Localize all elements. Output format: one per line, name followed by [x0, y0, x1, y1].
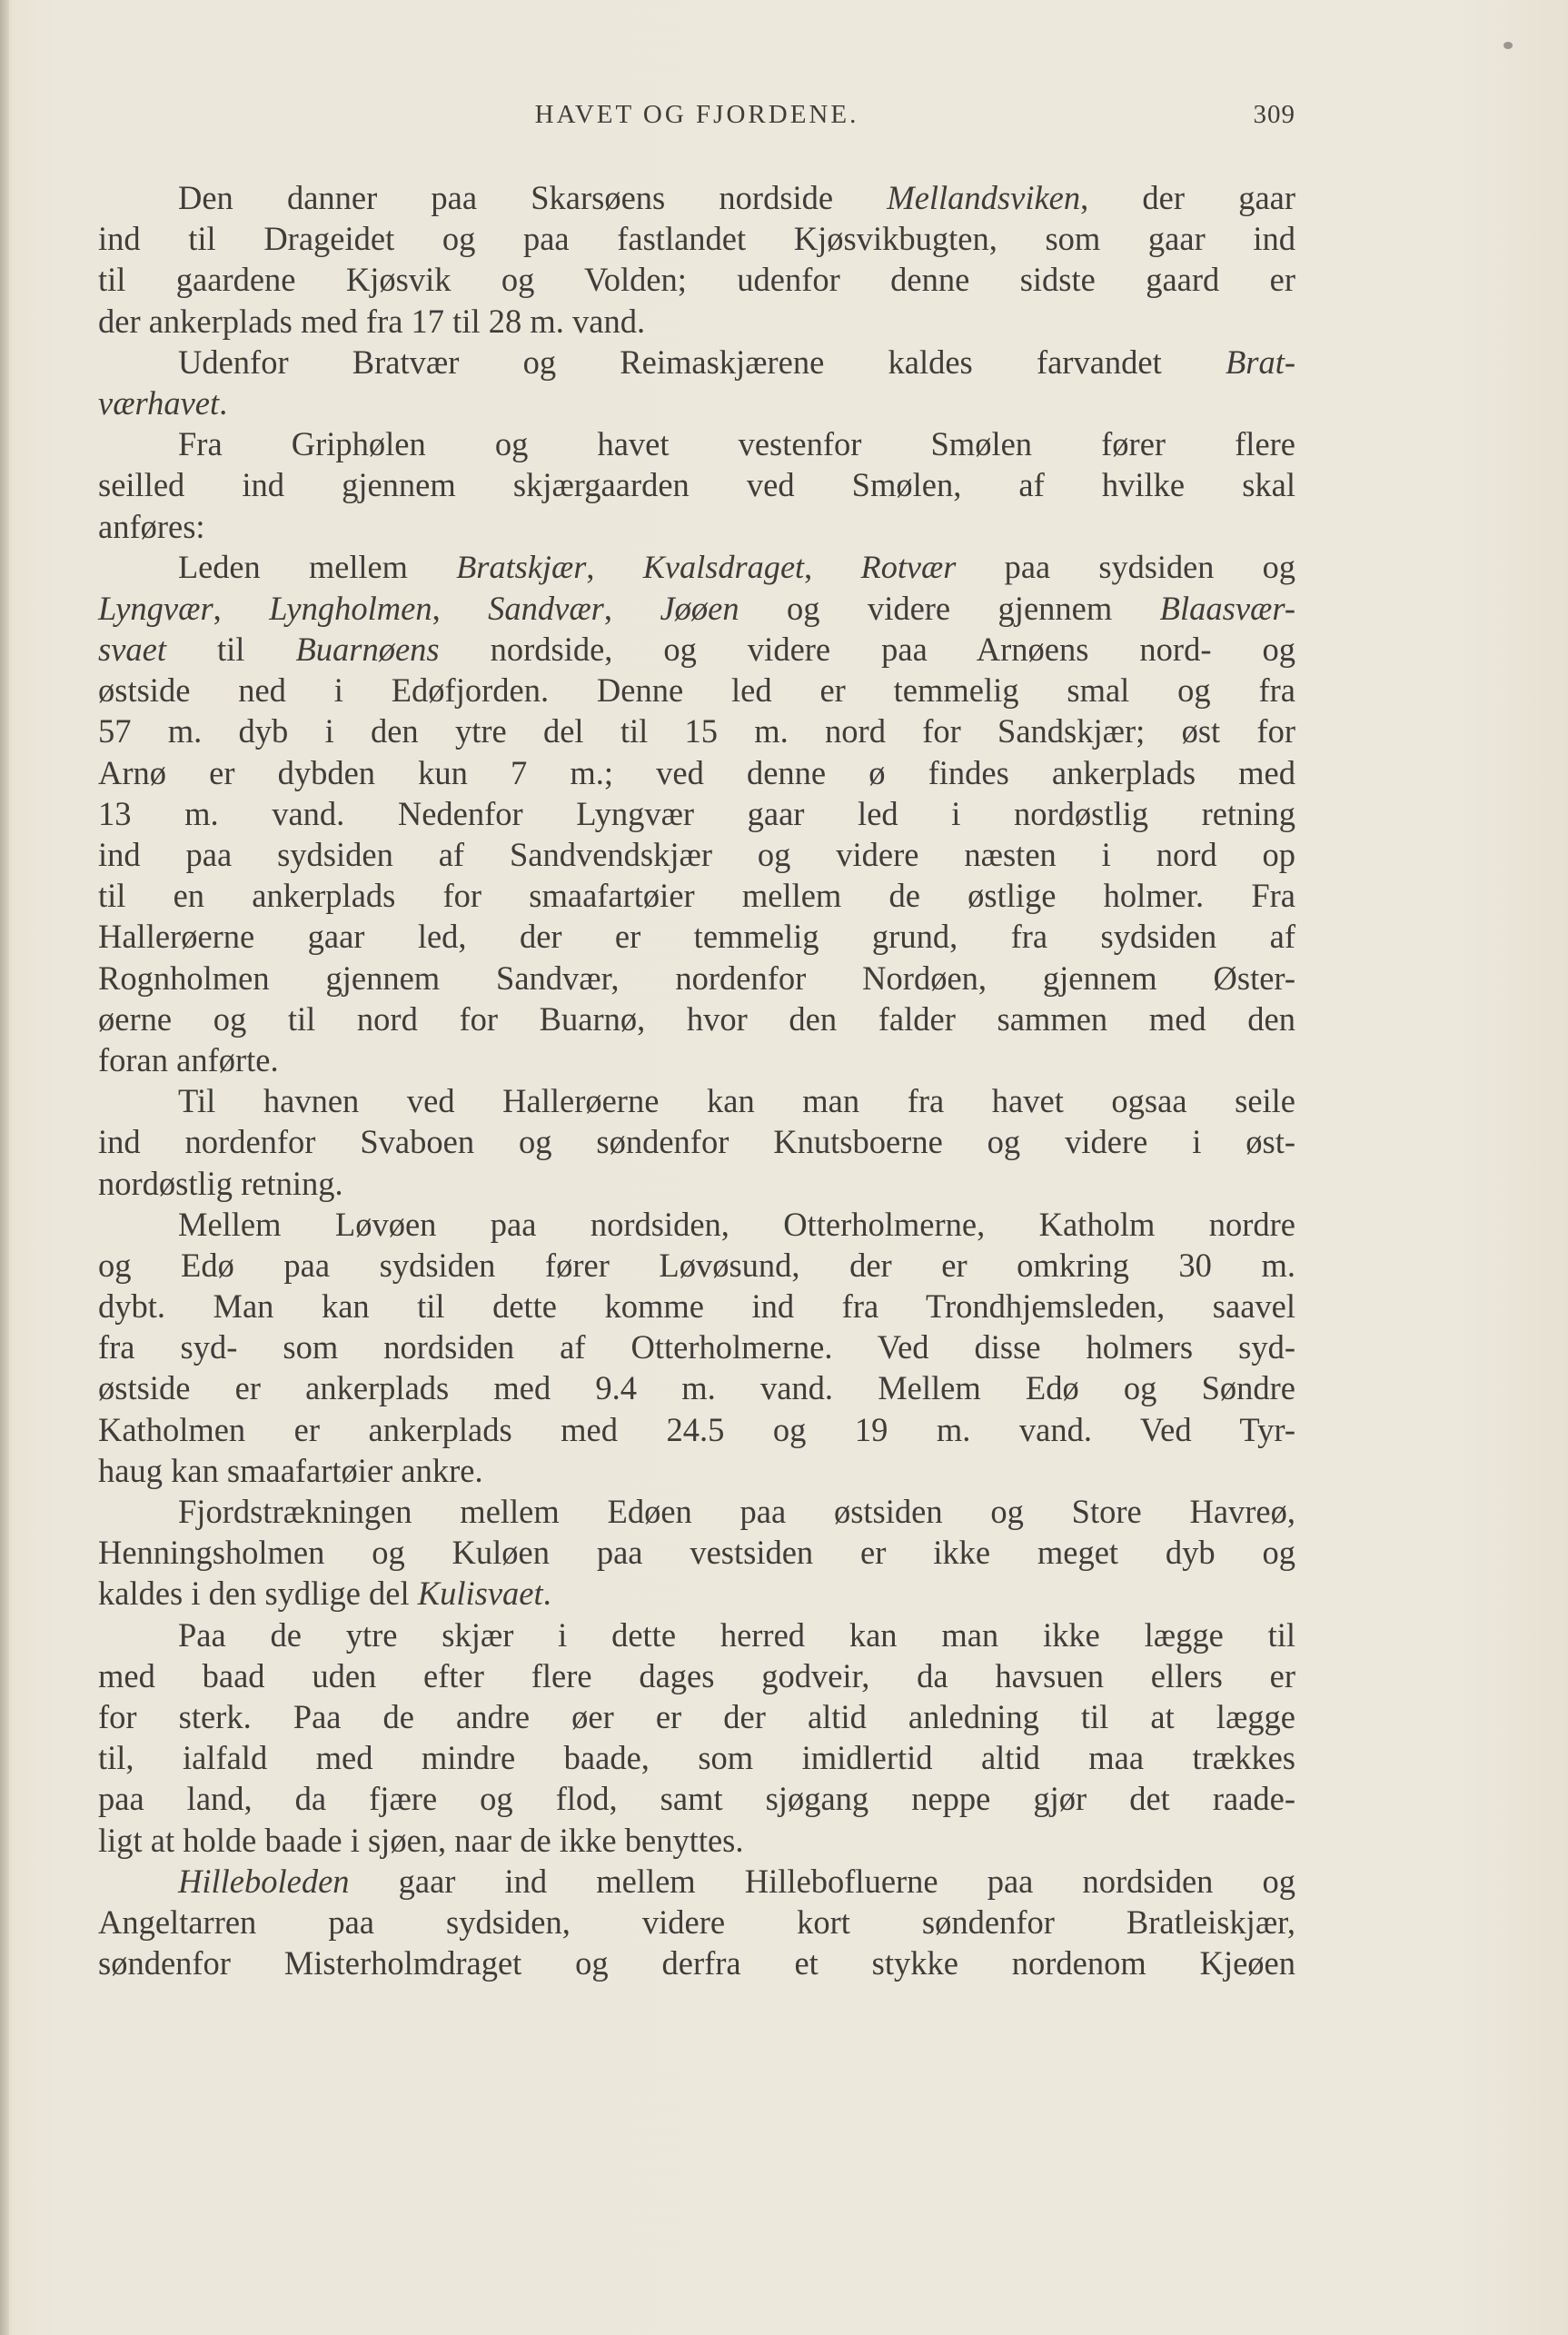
text-segment: Rognholmen gjennem Sandvær, nordenfor Nordøen, gjennem Øster- [98, 959, 1295, 997]
text-segment: østside er ankerplads med 9.4 m. vand. Mellem Edø og Søndre [98, 1369, 1295, 1407]
text-line [98, 547, 1295, 588]
text-segment: fra syd- som nordsiden af Otterholmerne. Ved disse holmers syd- [98, 1328, 1295, 1366]
text-line [98, 301, 1295, 342]
text-line [98, 875, 1295, 916]
text-segment: nordside, og videre paa Arnøens nord- og [439, 631, 1295, 669]
italic-place-name: Bratskjær [456, 548, 587, 585]
text-line [98, 342, 1295, 383]
text-segment: 13 m. vand. Nedenfor Lyngvær gaar led i nordøstlig retning [98, 794, 1295, 832]
text-line [98, 1367, 1295, 1408]
text-line [98, 1696, 1295, 1737]
text-line [98, 958, 1295, 999]
italic-place-name: Brat- [1225, 343, 1295, 381]
text-segment: kaldes i den sydlige del [98, 1575, 418, 1613]
text-segment: og videre gjennem [739, 589, 1160, 627]
italic-place-name: Hilleboleden [178, 1862, 350, 1900]
text-segment: , [432, 589, 489, 627]
text-segment: Mellem Løvøen paa nordsiden, Otterholmerne, Katholm nordre [178, 1205, 1295, 1243]
text-segment: . [219, 383, 228, 422]
page-spine-edge [0, 0, 9, 2335]
text-line [98, 752, 1295, 793]
italic-place-name: værhavet [98, 383, 220, 422]
text-segment: , [213, 589, 270, 627]
text-segment: der ankerplads med fra 17 til 28 m. vand. [98, 302, 646, 340]
text-segment: dybt. Man kan til dette komme ind fra Trondhjemsleden, saavel [98, 1287, 1295, 1326]
page-header [98, 100, 1295, 136]
text-segment: ligt at holde baade i sjøen, naar de ikke benyttes. [98, 1821, 744, 1859]
text-segment: og Edø paa sydsiden fører Løvøsund, der er omkring 30 m. [98, 1246, 1295, 1284]
text-segment: Fra Griphølen og havet vestenfor Smølen fører flere [178, 425, 1295, 463]
text-line [98, 1245, 1295, 1286]
text-segment: Hallerøerne gaar led, der er temmelig grund, fra sydsiden af [98, 918, 1295, 956]
text-line [98, 916, 1295, 957]
text-segment: søndenfor Misterholmdraget og derfra et stykke nordenom Kjeøen [98, 1944, 1295, 1982]
text-segment: , [586, 548, 643, 585]
text-line [98, 259, 1295, 300]
text-line [98, 1778, 1295, 1819]
text-line [98, 464, 1295, 505]
ink-speck [1503, 42, 1513, 49]
text-line [98, 218, 1295, 259]
text-segment: øerne og til nord for Buarnø, hvor den falder sammen med den [98, 999, 1295, 1038]
text-segment: , [603, 589, 660, 627]
text-segment: Leden mellem [178, 548, 457, 585]
text-line [98, 710, 1295, 751]
text-segment: Til havnen ved Hallerøerne kan man fra havet ogsaa seile [178, 1082, 1295, 1120]
text-segment: ind til Drageidet og paa fastlandet Kjøsvikbugten, som gaar ind [98, 220, 1295, 258]
text-segment: Arnø er dybden kun 7 m.; ved denne ø findes ankerplads med [98, 753, 1295, 791]
text-line [98, 1286, 1295, 1326]
text-segment: nordøstlig retning. [98, 1164, 343, 1202]
text-segment: paa land, da fjære og flod, samt sjøgang neppe gjør det raade- [98, 1780, 1295, 1818]
text-line [98, 1450, 1295, 1491]
text-line [98, 1080, 1295, 1121]
text-line [98, 1943, 1295, 1983]
italic-place-name: Buarnøens [295, 631, 440, 669]
italic-place-name: svaet [98, 631, 166, 669]
text-line [98, 1573, 1295, 1614]
text-segment: foran anførte. [98, 1040, 279, 1078]
text-segment: 57 m. dyb i den ytre del til 15 m. nord for Sandskjær; øst for [98, 712, 1295, 750]
italic-place-name: Rotvær [860, 548, 957, 585]
text-line [98, 1204, 1295, 1245]
text-line [98, 793, 1295, 834]
italic-place-name: Kvalsdraget [642, 548, 805, 585]
italic-place-name: Lyngholmen [269, 589, 432, 627]
text-segment: til [166, 631, 296, 669]
text-line [98, 1121, 1295, 1162]
italic-place-name: Lyngvær [98, 589, 213, 627]
text-segment: Paa de ytre skjær i dette herred kan man ikke lægge til [178, 1615, 1295, 1654]
text-line [98, 1820, 1295, 1861]
text-segment: anføres: [98, 507, 205, 545]
text-line [98, 588, 1295, 629]
text-line [98, 1491, 1295, 1532]
italic-place-name: Sandvær [488, 589, 604, 627]
text-line [98, 1532, 1295, 1573]
text-segment: Fjordstrækningen mellem Edøen paa østsiden og Store Havreø, [178, 1493, 1295, 1530]
text-segment: haug kan smaafartøier ankre. [98, 1451, 483, 1489]
text-line [98, 1163, 1295, 1204]
text-segment: ind nordenfor Svaboen og søndenfor Knutsboerne og videre i øst- [98, 1123, 1295, 1161]
text-segment: . [542, 1575, 551, 1613]
text-segment: Udenfor Bratvær og Reimaskjærene kaldes farvandet [178, 343, 1226, 381]
text-line [98, 1039, 1295, 1080]
text-segment: , der gaar [1080, 179, 1295, 216]
text-segment: Den danner paa Skarsøens nordside [178, 179, 888, 216]
text-segment: paa sydsiden og [956, 548, 1295, 585]
text-line [98, 1737, 1295, 1778]
text-segment: østside ned i Edøfjorden. Denne led er temmelig smal og fra [98, 671, 1295, 710]
italic-place-name: Blaasvær- [1159, 589, 1295, 627]
text-segment: Angeltarren paa sydsiden, videre kort søndenfor Bratleiskjær, [98, 1903, 1295, 1941]
text-line [98, 1615, 1295, 1655]
text-segment: med baad uden efter flere dages godveir, da havsuen ellers er [98, 1656, 1295, 1694]
text-line [98, 506, 1295, 547]
text-line [98, 629, 1295, 670]
text-segment: for sterk. Paa de andre øer er der altid anledning til at lægge [98, 1697, 1295, 1735]
text-line [98, 834, 1295, 875]
text-line [98, 999, 1295, 1039]
text-segment: til gaardene Kjøsvik og Volden; udenfor denne sidste gaard er [98, 261, 1295, 299]
text-line [98, 1655, 1295, 1696]
body-text [98, 177, 1295, 1983]
text-line [98, 177, 1295, 218]
text-segment: Henningsholmen og Kuløen paa vestsiden er ikke meget dyb og [98, 1534, 1295, 1572]
text-line [98, 670, 1295, 710]
page-number: 309 [1253, 100, 1295, 129]
text-line [98, 1861, 1295, 1902]
text-segment: gaar ind mellem Hillebofluerne paa nordsiden og [349, 1862, 1295, 1900]
text-segment: seilled ind gjennem skjærgaarden ved Smølen, af hvilke skal [98, 466, 1295, 504]
italic-place-name: Kulisvaet [417, 1575, 543, 1613]
text-line [98, 1326, 1295, 1367]
text-segment: , [804, 548, 861, 585]
running-title: HAVET OG FJORDENE. [534, 100, 859, 129]
text-segment: til, ialfald med mindre baade, som imidlertid altid maa trækkes [98, 1739, 1295, 1777]
text-line [98, 1409, 1295, 1450]
italic-place-name: Jøøen [660, 589, 739, 627]
text-line [98, 423, 1295, 464]
text-line [98, 383, 1295, 423]
text-segment: Katholmen er ankerplads med 24.5 og 19 m. vand. Ved Tyr- [98, 1410, 1295, 1448]
text-segment: ind paa sydsiden af Sandvendskjær og videre næsten i nord op [98, 836, 1295, 873]
text-line [98, 1902, 1295, 1943]
text-segment: til en ankerplads for smaafartøier mellem de østlige holmer. Fra [98, 877, 1295, 915]
italic-place-name: Mellandsviken [887, 179, 1081, 216]
